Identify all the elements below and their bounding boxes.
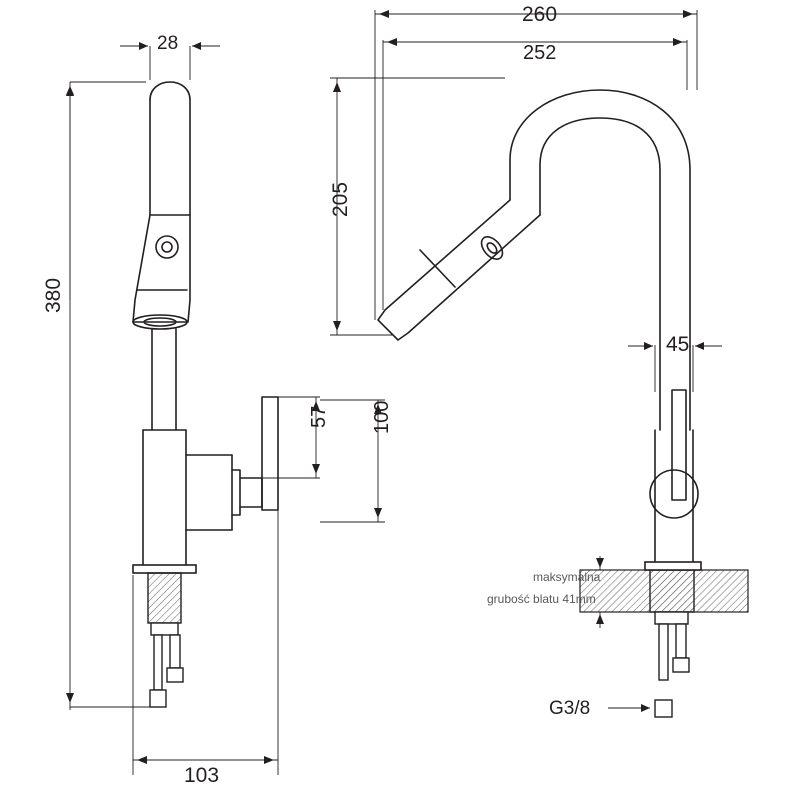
dim-205: 205 — [329, 181, 352, 217]
dim-100: 100 — [371, 400, 393, 434]
left-elevation-faucet — [133, 82, 278, 565]
dim-260: 260 — [522, 3, 558, 26]
label-g38: G3/8 — [549, 698, 591, 719]
dim-103: 103 — [184, 764, 220, 787]
dim-45: 45 — [666, 333, 690, 356]
left-mount-assembly — [133, 565, 196, 707]
dim-57: 57 — [308, 405, 330, 428]
note-counter-thickness-line2: grubość blatu 41mm — [487, 592, 596, 606]
dim-380: 380 — [42, 277, 65, 313]
right-mount-assembly — [580, 562, 748, 717]
dim-252: 252 — [523, 42, 557, 64]
right-elevation-faucet — [378, 90, 698, 565]
dim-28: 28 — [157, 33, 179, 54]
note-counter-thickness-line1: maksymalna — [533, 570, 601, 584]
